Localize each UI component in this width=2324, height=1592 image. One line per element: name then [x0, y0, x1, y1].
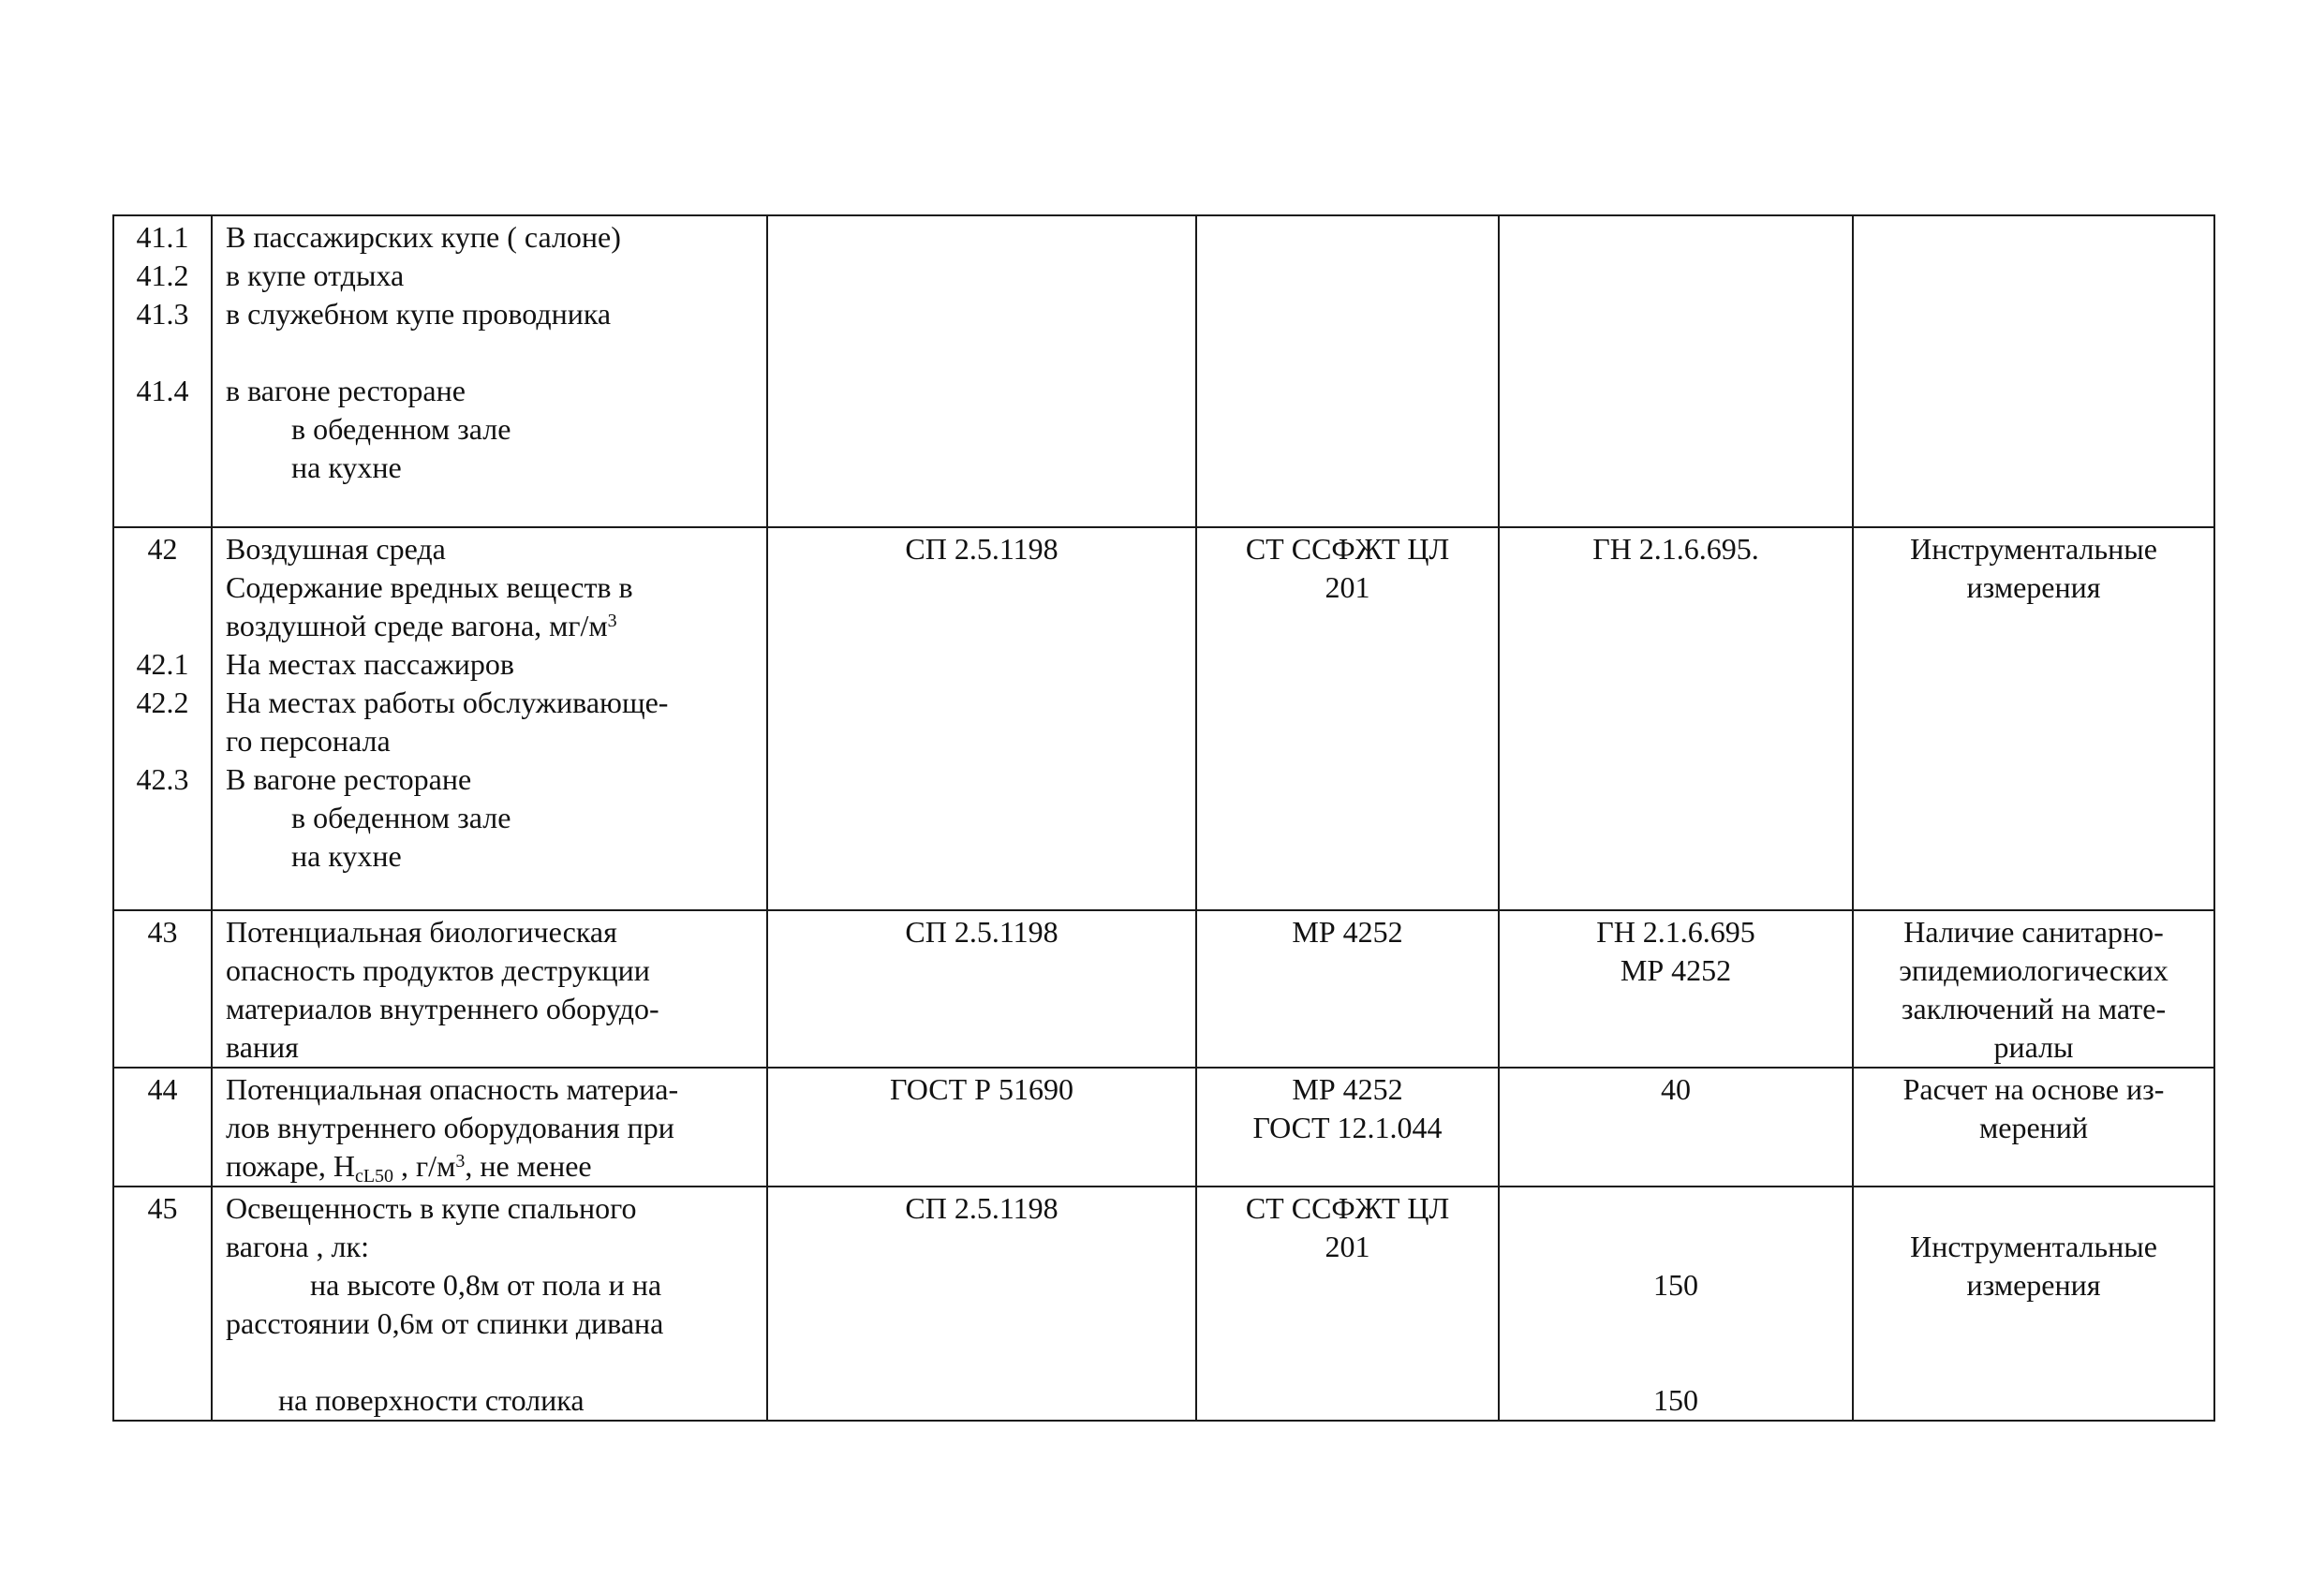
control-method: Инструментальные [1910, 1230, 2157, 1263]
item-number: 45 [147, 1191, 178, 1225]
item-number-cell [113, 1068, 212, 1187]
description-line: Потенциальная биологическая [226, 915, 617, 949]
norm-value: 150 [1653, 1268, 1698, 1302]
norm-doc-cell [767, 910, 1196, 1068]
item-number-cell [113, 215, 212, 527]
item-number-cell [113, 527, 212, 910]
control-method: Наличие санитарно- [1903, 915, 2164, 949]
description-line: на кухне [291, 450, 402, 484]
control-method: мерений [1978, 1111, 2089, 1144]
method-doc: МР 4252 [1292, 1072, 1403, 1106]
control-cell [1853, 527, 2214, 910]
value-cell [1499, 215, 1853, 527]
norm-doc-cell [767, 527, 1196, 910]
table-row [113, 1068, 2214, 1187]
description-cell [212, 910, 767, 1068]
norm-value: ГН 2.1.6.695. [1592, 532, 1759, 566]
item-number: 41.2 [136, 258, 189, 292]
norm-value: 150 [1653, 1383, 1698, 1417]
description-line: лов внутреннего оборудования при [226, 1111, 674, 1144]
control-method: Расчет на основе из- [1902, 1072, 2165, 1106]
description-cell [212, 215, 767, 527]
table-row [113, 215, 2214, 527]
item-number: 42.2 [136, 685, 189, 719]
norm-doc-cell [767, 1187, 1196, 1421]
description-line: вания [226, 1030, 299, 1064]
method-doc: СТ ССФЖТ ЦЛ [1245, 532, 1450, 566]
description-line: В вагоне ресторане [226, 762, 472, 796]
norm-doc: СП 2.5.1198 [905, 532, 1058, 566]
item-number-cell [113, 1187, 212, 1421]
description-line: На местах пассажиров [226, 647, 515, 681]
method-doc-cell [1196, 1068, 1499, 1187]
method-doc: 201 [1325, 1230, 1370, 1263]
description-line: расстоянии 0,6м от спинки дивана [226, 1306, 664, 1340]
norm-doc: СП 2.5.1198 [905, 915, 1058, 949]
control-method: риалы [1993, 1030, 2074, 1064]
item-number: 42.3 [136, 762, 189, 796]
method-doc: 201 [1325, 570, 1370, 604]
description-line: воздушной среде вагона, $мг/м^3$ [226, 609, 617, 642]
table-row [113, 910, 2214, 1068]
description-line: на поверхности столика [278, 1383, 585, 1417]
description-cell [212, 527, 767, 910]
method-doc: ГОСТ 12.1.044 [1252, 1111, 1443, 1144]
control-cell [1853, 215, 2214, 527]
control-method: измерения [1966, 570, 2101, 604]
description-line: опасность продуктов деструкции [226, 953, 650, 987]
item-number: 44 [147, 1072, 178, 1106]
norm-doc: ГОСТ Р 51690 [890, 1072, 1073, 1106]
description-line: пожаре, $H_{cL50}$ , $г/м^3$, не менее [226, 1149, 592, 1187]
control-method: эпидемиологических [1899, 953, 2169, 987]
table-row [113, 1187, 2214, 1421]
value-cell [1499, 1068, 1853, 1187]
norm-value: ГН 2.1.6.695 [1596, 915, 1755, 949]
norm-doc-cell [767, 1068, 1196, 1187]
description-line: в обеденном зале [291, 412, 511, 446]
table-row [113, 527, 2214, 910]
control-method: измерения [1966, 1268, 2101, 1302]
norms-table [112, 214, 2215, 1422]
norm-doc-cell [767, 215, 1196, 527]
method-doc: МР 4252 [1292, 915, 1403, 949]
norm-value: 40 [1661, 1072, 1691, 1106]
method-doc: СТ ССФЖТ ЦЛ [1245, 1191, 1450, 1225]
control-method: заключений на мате- [1901, 992, 2167, 1025]
description-line: На местах работы обслуживающе- [226, 685, 669, 719]
description-line: в служебном купе проводника [226, 297, 612, 331]
method-doc-cell [1196, 215, 1499, 527]
description-line: в обеденном зале [291, 801, 511, 834]
value-cell [1499, 1187, 1853, 1421]
description-line: Воздушная среда [226, 532, 446, 566]
description-line: Содержание вредных веществ в [226, 570, 633, 604]
description-line: материалов внутреннего оборудо- [226, 992, 659, 1025]
description-line: вагона , лк: [226, 1230, 369, 1263]
item-number: 42 [147, 532, 178, 566]
norm-doc: СП 2.5.1198 [905, 1191, 1058, 1225]
norm-value: МР 4252 [1620, 953, 1732, 987]
description-line: Потенциальная опасность материа- [226, 1072, 679, 1106]
description-line: Освещенность в купе спального [226, 1191, 637, 1225]
control-cell [1853, 910, 2214, 1068]
method-doc-cell [1196, 1187, 1499, 1421]
item-number: 41.1 [136, 220, 189, 254]
item-number: 43 [147, 915, 178, 949]
description-line: В пассажирских купе ( салоне) [226, 220, 621, 254]
item-number: 42.1 [136, 647, 189, 681]
item-number: 41.3 [136, 297, 189, 331]
value-cell [1499, 527, 1853, 910]
item-number-cell [113, 910, 212, 1068]
item-number: 41.4 [136, 374, 189, 407]
control-cell [1853, 1187, 2214, 1421]
description-cell [212, 1068, 767, 1187]
control-method: Инструментальные [1910, 532, 2157, 566]
control-cell [1853, 1068, 2214, 1187]
description-cell [212, 1187, 767, 1421]
description-line: в купе отдыха [226, 258, 405, 292]
description-line: го персонала [226, 724, 391, 758]
method-doc-cell [1196, 527, 1499, 910]
description-line: на высоте 0,8м от пола и на [310, 1268, 662, 1302]
description-line: в вагоне ресторане [226, 374, 466, 407]
method-doc-cell [1196, 910, 1499, 1068]
description-line: на кухне [291, 839, 402, 873]
value-cell [1499, 910, 1853, 1068]
